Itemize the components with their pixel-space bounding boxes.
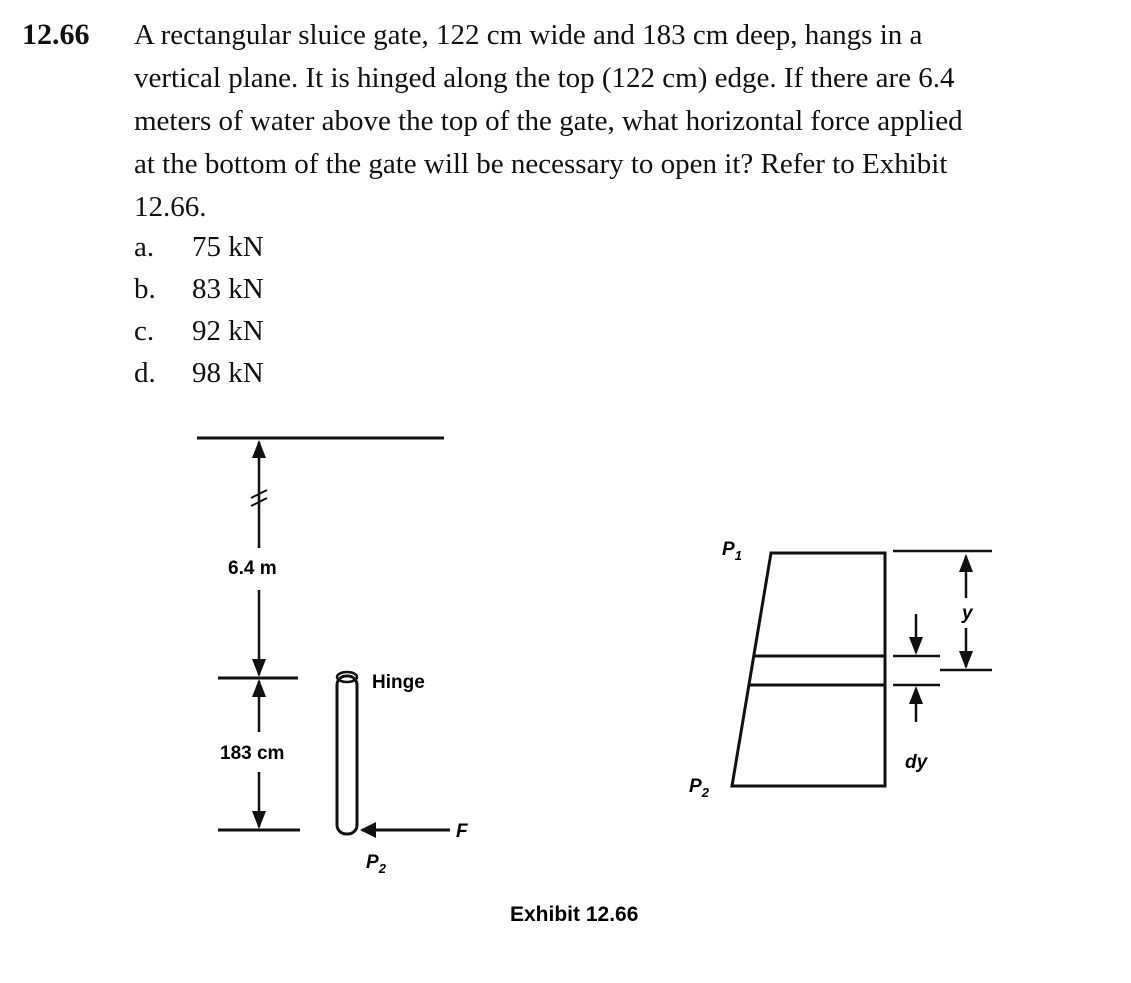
dy-arrow-top-head — [909, 637, 923, 655]
pressure-subscript: 1 — [734, 548, 742, 563]
choice-letter: c. — [134, 315, 155, 347]
sluice-gate — [337, 676, 357, 834]
y-arrow-bottom — [959, 651, 973, 669]
problem-line: meters of water above the top of the gate, what horizontal force applied — [134, 105, 963, 137]
pressure-p2-right-label — [689, 776, 710, 800]
pressure-p2-label — [366, 852, 387, 876]
depth-label: 6.4 m — [228, 558, 277, 579]
problem-line: at the bottom of the gate will be necessary to open it? Refer to Exhibit — [134, 148, 948, 180]
y-label: y — [962, 603, 973, 624]
pressure-symbol: P — [722, 539, 735, 560]
choice-letter: a. — [134, 231, 155, 263]
gate-side-view — [197, 438, 450, 838]
force-arrow-head — [360, 822, 376, 838]
pressure-diagram — [732, 551, 992, 786]
depth-arrow-bottom — [252, 659, 266, 677]
dy-label: dy — [905, 752, 928, 773]
pressure-trapezoid — [732, 553, 885, 786]
pressure-subscript: 2 — [701, 785, 709, 800]
gate-depth-label: 183 cm — [220, 743, 285, 764]
choice-text: 75 kN — [192, 231, 264, 263]
choice-text: 83 kN — [192, 273, 264, 305]
force-label: F — [456, 821, 468, 842]
problem-line: A rectangular sluice gate, 122 cm wide and 183 cm deep, hangs in a — [134, 19, 923, 51]
choice-letter: d. — [134, 357, 156, 389]
exhibit-caption: Exhibit 12.66 — [510, 903, 639, 926]
choice-text: 98 kN — [192, 357, 264, 389]
pressure-symbol: P — [366, 852, 379, 873]
problem-number: 12.66 — [22, 18, 90, 51]
problem-line: 12.66. — [134, 191, 207, 223]
pressure-subscript: 2 — [378, 861, 386, 876]
choice-text: 92 kN — [192, 315, 264, 347]
problem-line: vertical plane. It is hinged along the top (122 cm) edge. If there are 6.4 — [134, 62, 955, 94]
choice-letter: b. — [134, 273, 156, 305]
y-arrow-top — [959, 554, 973, 572]
pressure-symbol: P — [689, 776, 702, 797]
dy-arrow-bottom-head — [909, 686, 923, 704]
pressure-p1-label — [722, 539, 742, 563]
hinge-label: Hinge — [372, 672, 425, 693]
gate-arrow-bottom — [252, 811, 266, 829]
gate-arrow-top — [252, 679, 266, 697]
depth-arrow-top — [252, 440, 266, 458]
